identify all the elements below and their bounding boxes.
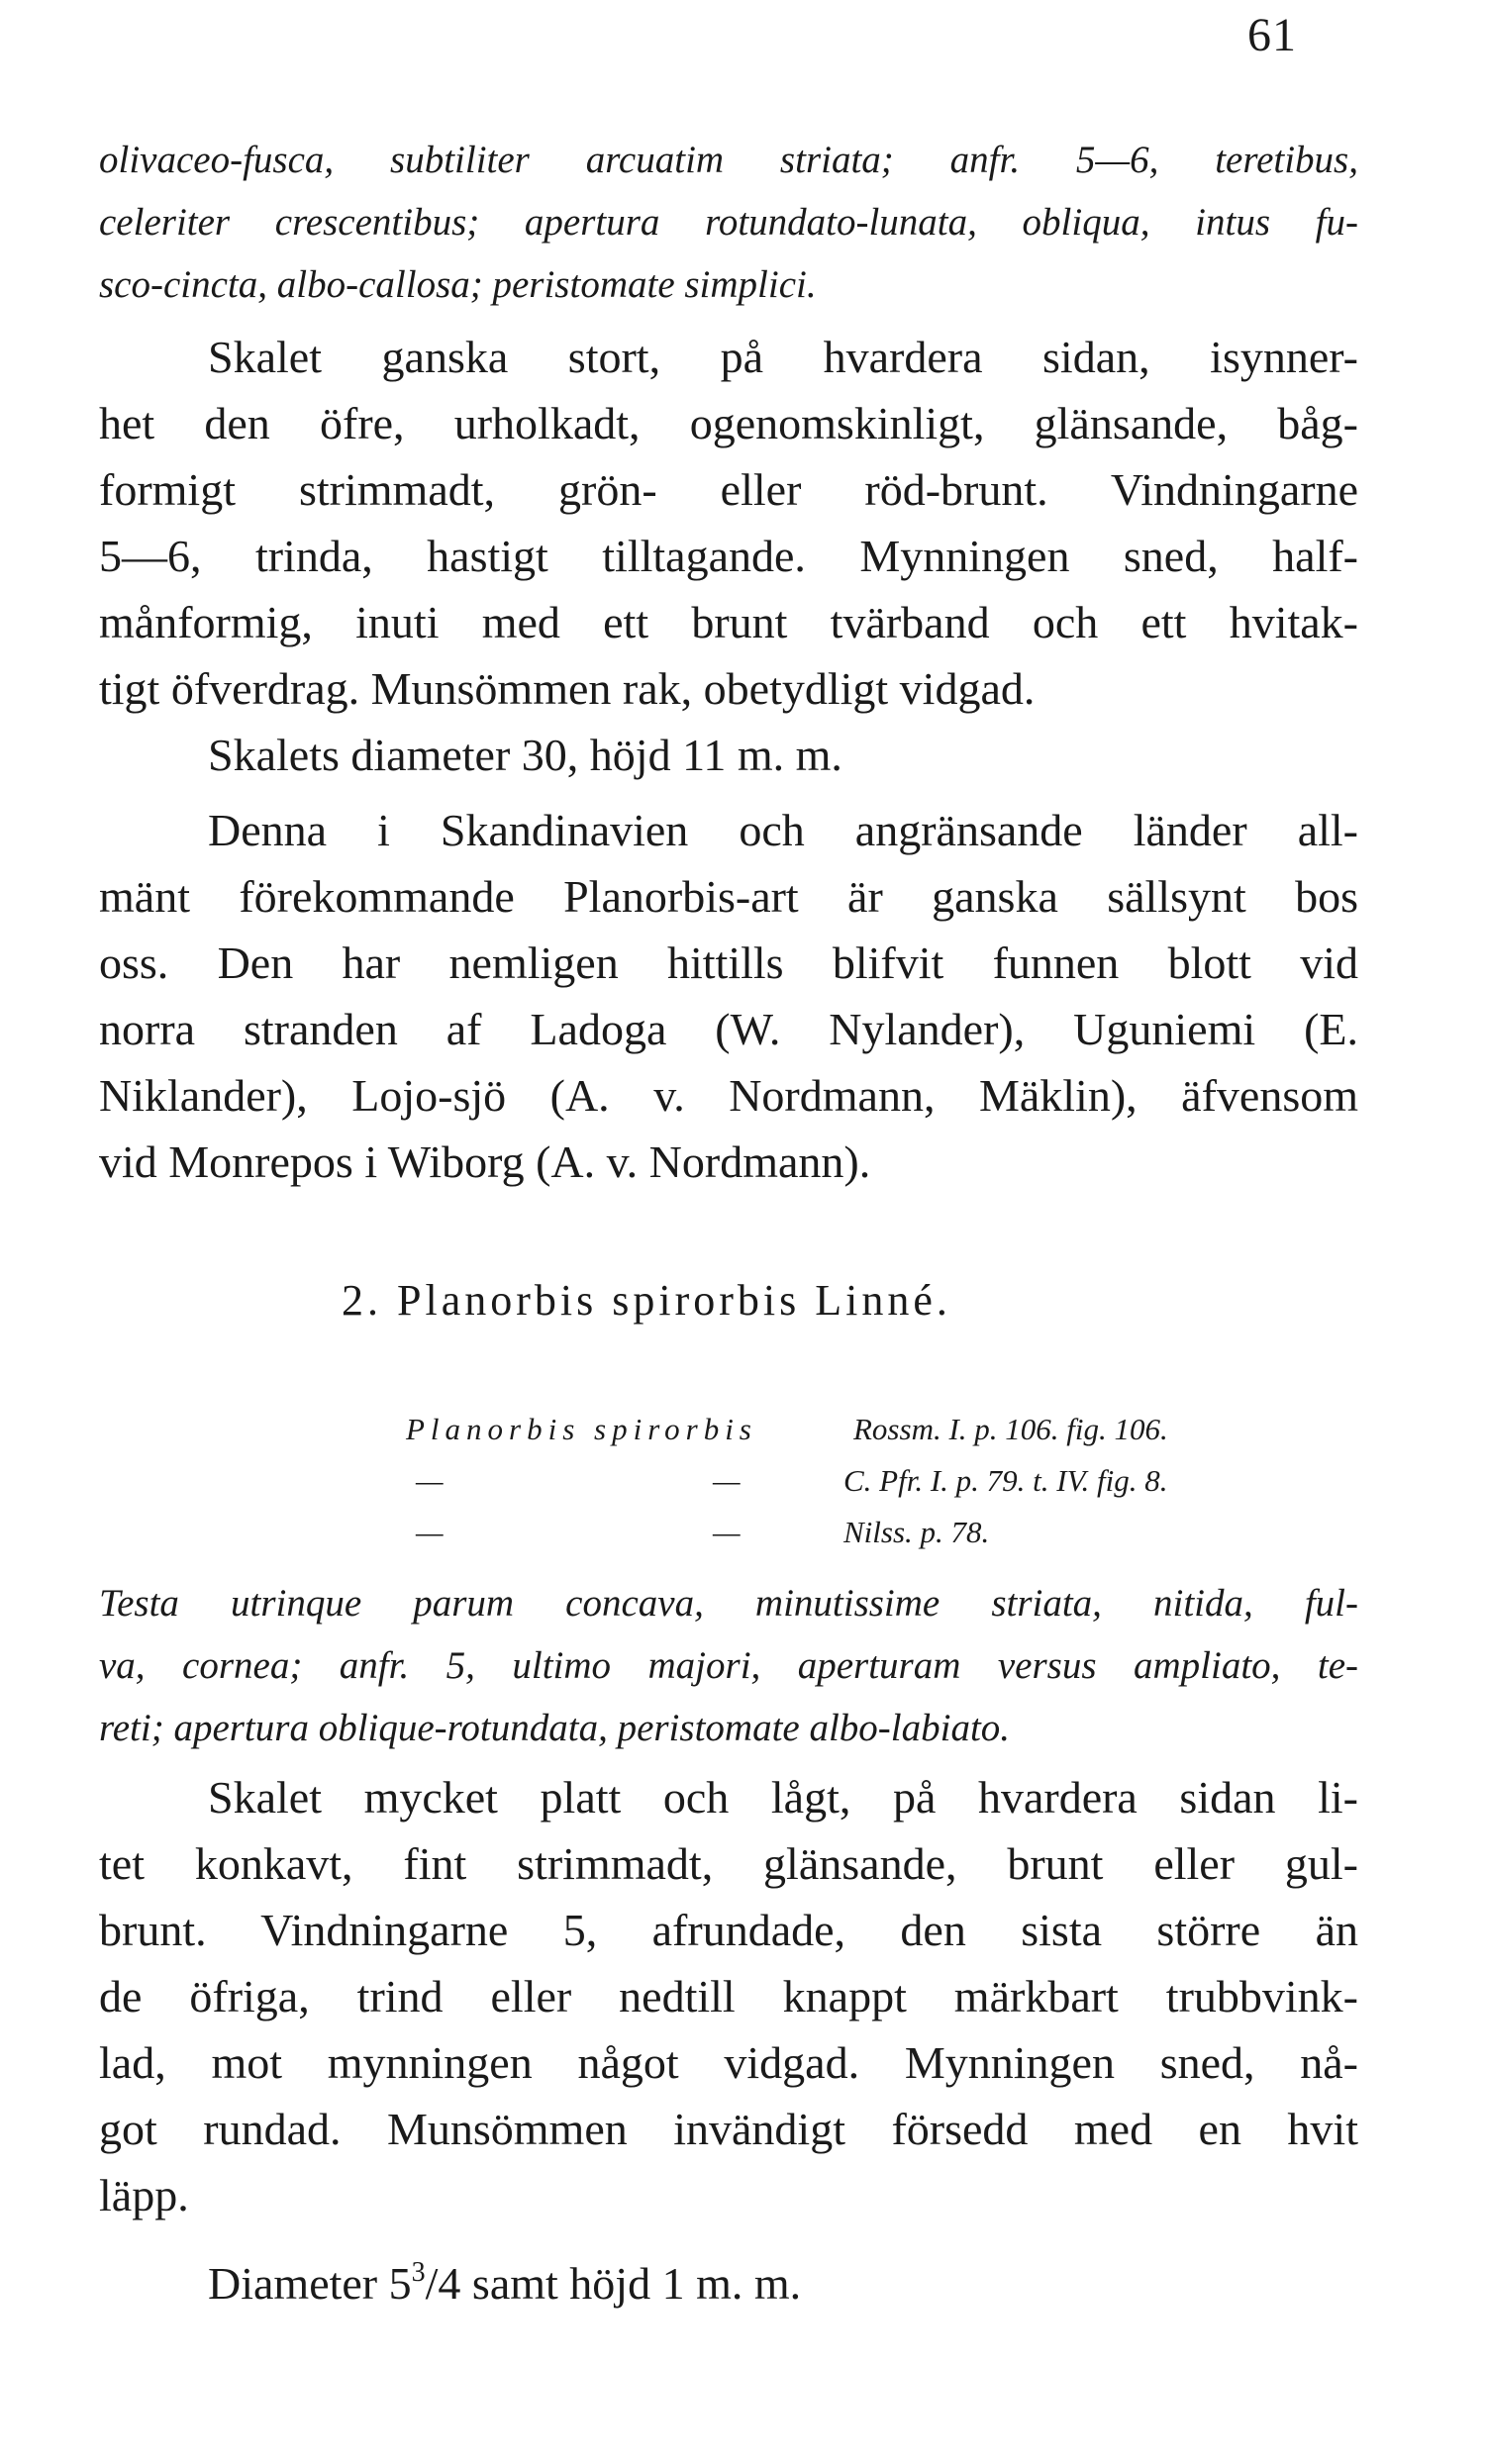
page-number: 61 [1247,9,1297,61]
text-line: Niklander), Lojo-sjö (A. v. Nordmann, Mäklin), äfvensom [99,1070,1358,1121]
paragraph-distribution [99,797,1358,1195]
synonymy-reference: Nilss. p. 78. [843,1515,990,1549]
text-line: läpp. [99,2170,189,2220]
text-line [99,2239,1358,2316]
dimension-line [99,2239,1358,2316]
text-line: formigt strimmadt, grön- eller röd-brunt. Vindningarne [99,464,1358,515]
text-line: reti; apertura oblique-rotundata, peristomate albo-labiato. [99,1707,1011,1749]
text-line: mänt förekommande Planorbis-art är ganska sällsynt bos [99,871,1358,922]
text-line: tigt öfverdrag. Munsömmen rak, obetydligt vidgad. [99,663,1036,714]
fraction-denominator: 4 [438,2258,461,2309]
paragraph-description-2 [99,1764,1358,2228]
text-line: lad, mot mynningen något vidgad. Mynningen sned, nå- [99,2037,1358,2088]
text-line: celeriter crescentibus; apertura rotundato-lunata, obliqua, intus fu- [99,201,1358,244]
latin-description-1 [99,129,1358,316]
synonymy-name: Planorbis spirorbis [406,1412,757,1446]
text-line: olivaceo-fusca, subtiliter arcuatim striata; anfr. 5—6, teretibus, [99,139,1358,181]
text-line: Denna i Skandinavien och angränsande länder all- [208,805,1358,855]
dimension-suffix: samt höjd 1 m. m. [460,2258,802,2309]
synonymy-dash: — [713,1463,741,1498]
text-line: tet konkavt, fint strimmadt, glänsande, brunt eller gul- [99,1838,1358,1889]
text-line: norra stranden af Ladoga (W. Nylander), Uguniemi (E. [99,1004,1358,1054]
text-line: vid Monrepos i Wiborg (A. v. Nordmann). [99,1136,871,1187]
text-line: månformig, inuti med ett brunt tvärband och ett hvitak- [99,597,1358,647]
text-line: va, cornea; anfr. 5, ultimo majori, aperturam versus ampliato, te- [99,1644,1358,1687]
fraction-numerator: 3 [411,2257,426,2288]
text-line: Skalet mycket platt och lågt, på hvardera sidan li- [208,1772,1358,1823]
dimension-prefix: Diameter 5 [208,2258,412,2309]
text-line: Testa utrinque parum concava, minutissime striata, nitida, ful- [99,1582,1358,1625]
species-heading: 2. Planorbis spirorbis Linné. [342,1276,951,1325]
synonymy-reference: C. Pfr. I. p. 79. t. IV. fig. 8. [843,1463,1168,1498]
latin-description-2 [99,1572,1358,1759]
synonymy-dash: — [416,1515,444,1549]
text-line: got rundad. Munsömmen invändigt försedd med en hvit [99,2104,1358,2154]
text-line: brunt. Vindningarne 5, afrundade, den sista större än [99,1905,1358,1955]
text-line: het den öfre, urholkadt, ogenomskinligt, glänsande, båg- [99,398,1358,448]
synonymy-reference: Rossm. I. p. 106. fig. 106. [853,1412,1168,1446]
text-line: Skalet ganska stort, på hvardera sidan, isynner- [208,332,1358,382]
synonymy-dash: — [713,1515,741,1549]
synonymy-dash: — [416,1463,444,1498]
fraction-slash: / [425,2258,439,2309]
text-line: Skalets diameter 30, höjd 11 m. m. [208,730,842,780]
text-line: sco-cincta, albo-callosa; peristomate simplici. [99,263,817,306]
text-line: 5—6, trinda, hastigt tilltagande. Mynningen sned, half- [99,531,1358,581]
text-line: de öfriga, trind eller nedtill knappt märkbart trubbvink- [99,1971,1358,2021]
text-line: oss. Den har nemligen hittills blifvit funnen blott vid [99,937,1358,988]
paragraph-description [99,324,1358,788]
